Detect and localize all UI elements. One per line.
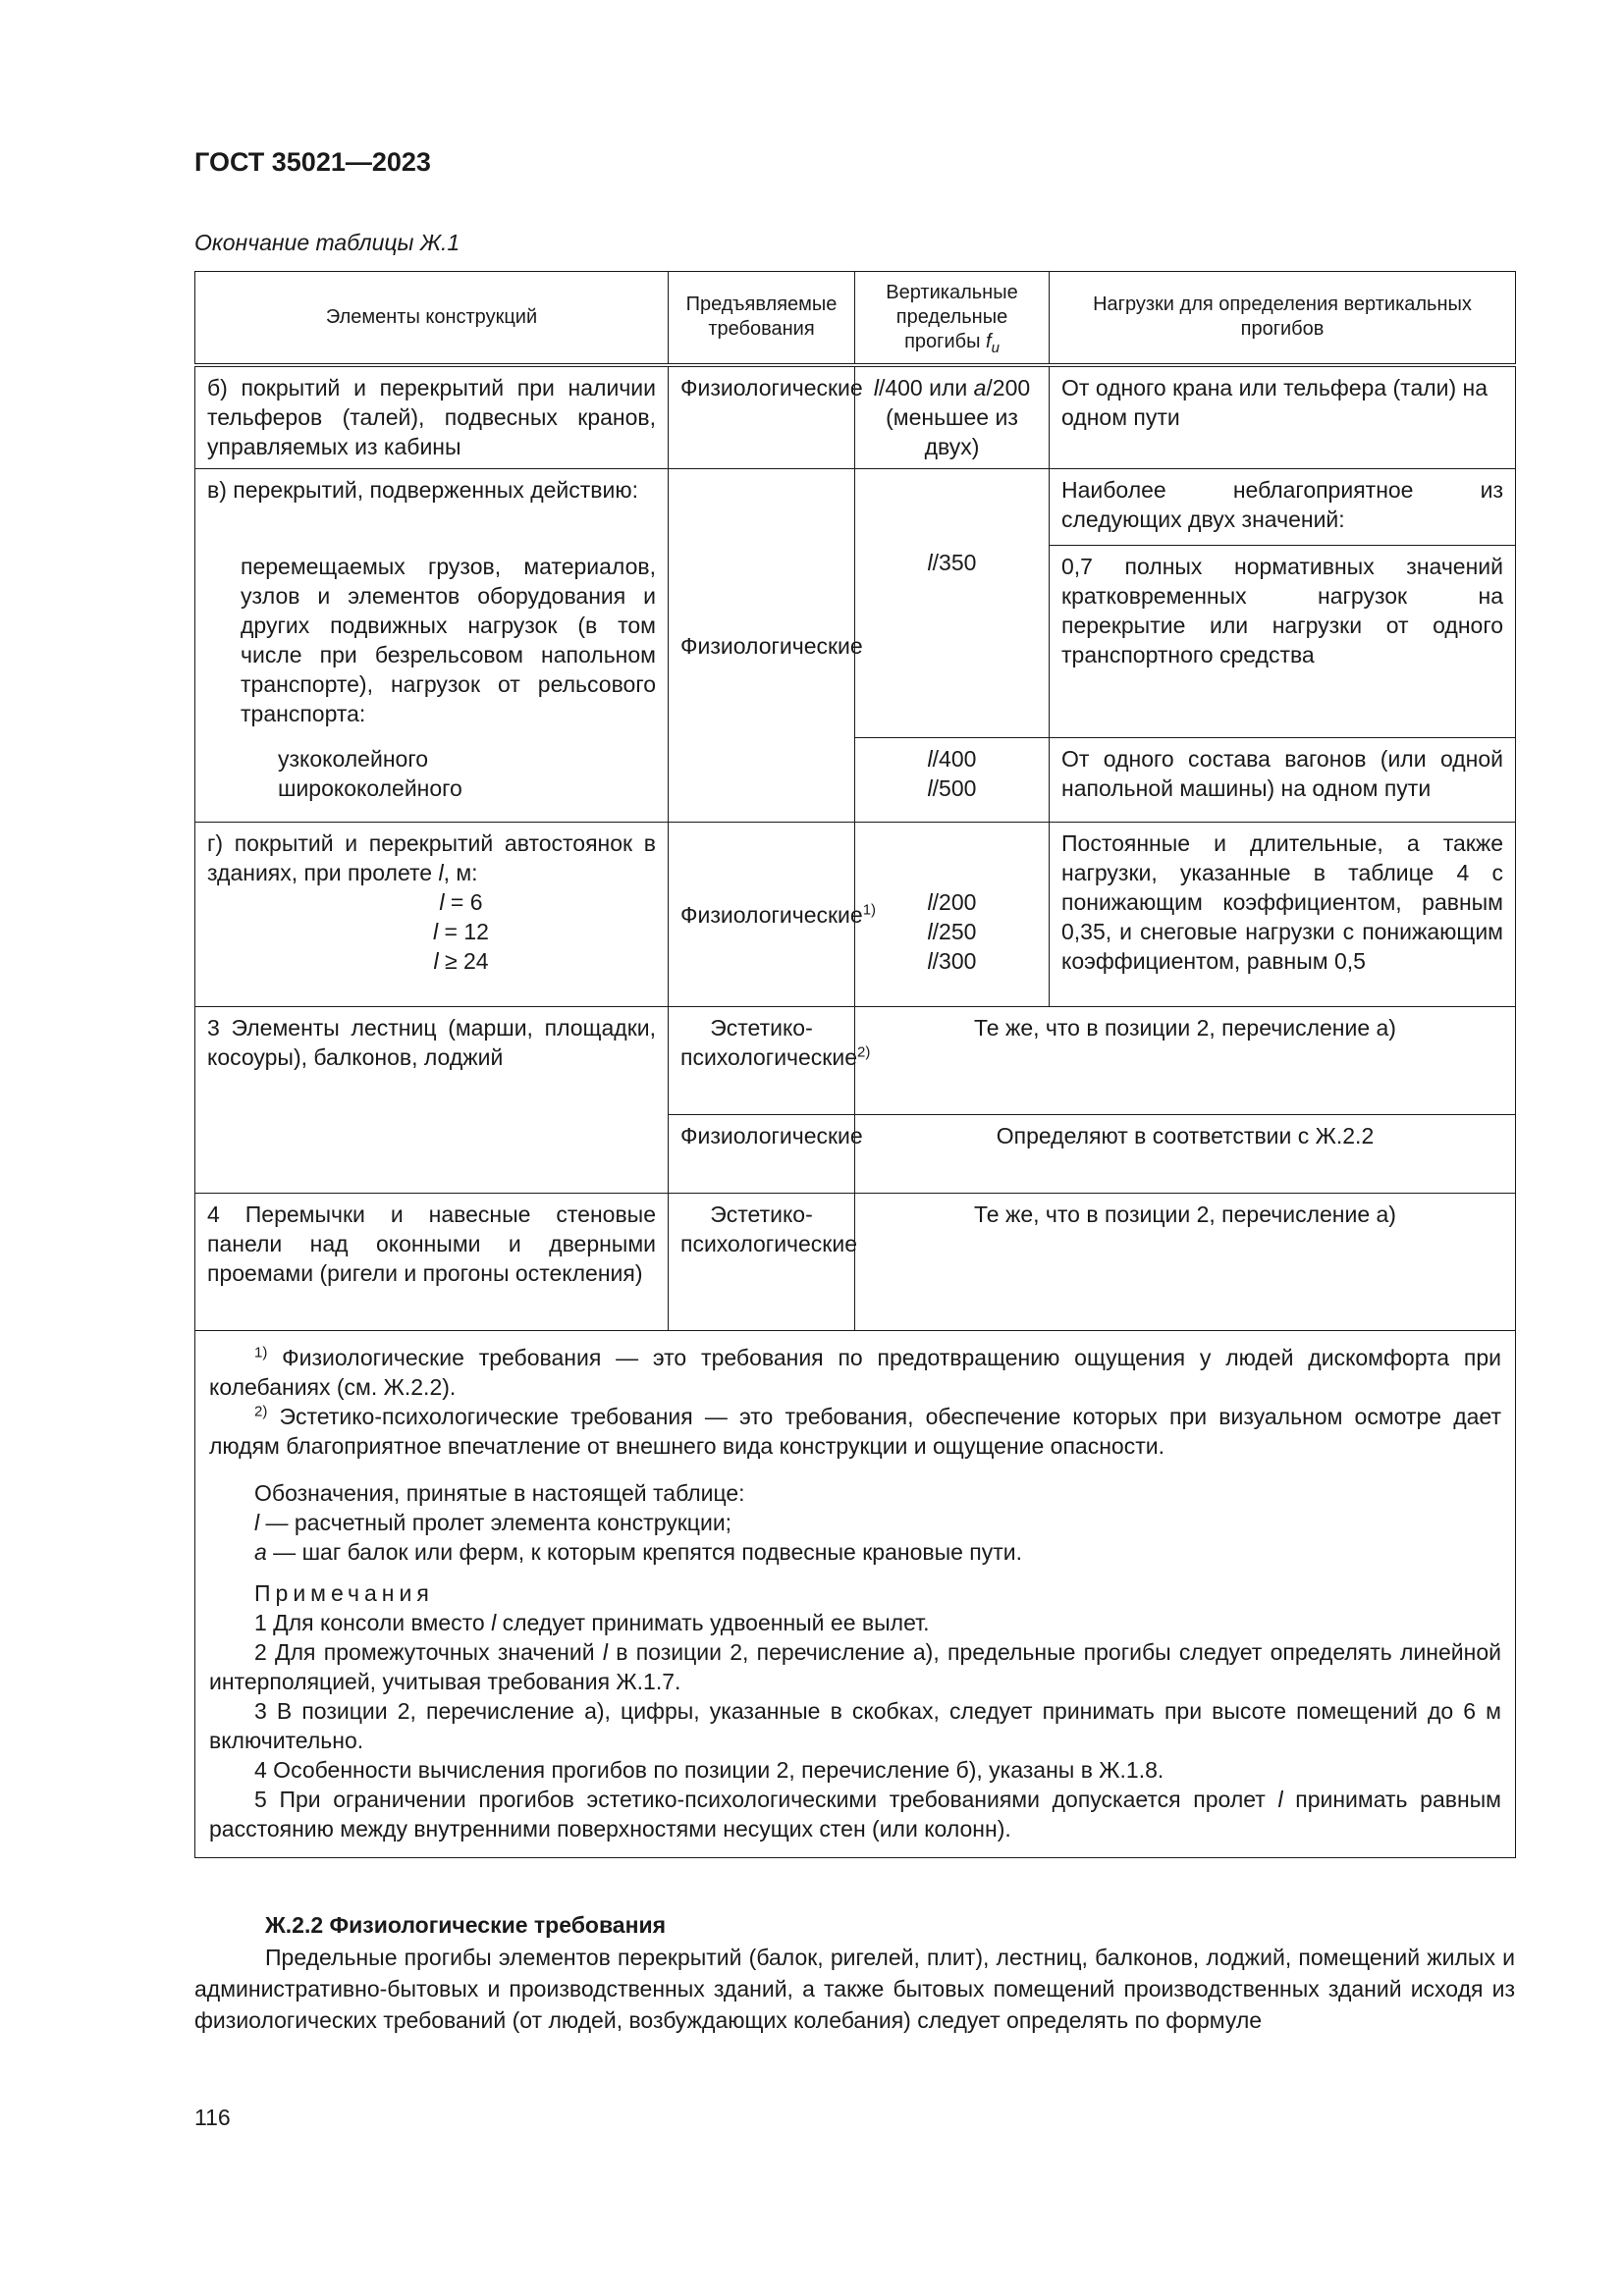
cell-b-requirement: Физиологические [669,365,855,469]
document-code: ГОСТ 35021—2023 [194,147,431,177]
table-row-b [195,365,1516,469]
cell-v-load-1: 0,7 полных нормативных значений кратковременных нагрузок на перекрытие или нагрузки от одного транспортного средства [1050,546,1516,738]
header-requirements: Предъявляемые требования [669,272,855,365]
l-symbol: l [873,374,879,400]
note-4: 4 Особенности вычисления прогибов по позиции 2, перечисление б), указаны в Ж.1.8. [254,1757,1164,1783]
cell-v-item: перемещаемых грузов, материалов, узлов и элементов оборудования и других подвижных нагрузок (в том числе при безрельсовом напольном транспорте), нагрузок от рельсового транспорта: [195,546,669,738]
table-notes [195,1331,1516,1858]
deflection-text: /500 [932,775,977,801]
note-3: 3 В позиции 2, перечисление а), цифры, указанные в скобках, следует принимать при высоте помещений до 6 м включительно. [209,1698,1501,1753]
cell-4-value: Те же, что в позиции 2, перечисление а) [855,1194,1516,1331]
cell-b-element: б) покрытий и перекрытий при наличии тельферов (талей), подвесных кранов, управляемых из кабины [195,365,669,469]
l-symbol: l [927,746,933,772]
cell-v-load-intro: Наиболее неблагоприятное из следующих двух значений: [1050,469,1516,546]
table-row-3a [195,1007,1516,1115]
cell-g-deflection: l/200 l/250 l/300 [855,823,1050,1007]
cell-v-transport [195,738,669,823]
footnote-1: $^{1)}$ Физиологические требования — это требования по предотвращению ощущения у людей дискомфорта при колебаниях (см. Ж.2.2). [209,1344,1501,1400]
table-row-g [195,823,1516,1007]
footnote-ref-2: 2) [857,1043,871,1061]
a-symbol: a [973,374,987,400]
note-5: 5 При ограничении прогибов эстетико-психологическими требованиями допускается пролет l принимать равным расстоянию между внутренними поверхностями несущих стен (или колонн). [209,1787,1501,1842]
cell-g-element [195,823,669,1007]
cell-3-element: 3 Элементы лестниц (марши, площадки, косоуры), балконов, лоджий [195,1007,669,1194]
cell-3-requirement-1: Эстетико-психологические$^{2)}$ [669,1007,855,1115]
cell-4-element: 4 Перемычки и навесные стеновые панели над оконными и дверными проемами (ригели и прогоны остекления) [195,1194,669,1331]
table-notes-row [195,1331,1516,1858]
header-deflections-text: Вертикальные предельные прогибы [886,281,1018,352]
cell-b-deflection [855,365,1050,469]
note-2: 2 Для промежуточных значений l в позиции 2, перечисление а), предельные прогибы следует определять линейной интерполяцией, учитывая требования Ж.1.7. [209,1639,1501,1694]
l-symbol: l [927,550,933,575]
header-f-symbol: f [986,330,992,352]
notes-title: Примечания [254,1580,434,1606]
deflection-text: /200 [986,374,1031,400]
g-span-12: l = 12 [433,919,489,944]
cell-3-value-2: Определяют в соответствии с Ж.2.2 [855,1115,1516,1194]
cell-3-requirement-2: Физиологические [669,1115,855,1194]
symbol-a: a — шаг балок или ферм, к которым крепятся подвесные крановые пути. [254,1539,1023,1565]
g-intro: г) покрытий и перекрытий автостоянок в зданиях, при пролете l, м: [207,830,656,885]
cell-v-deflection-1 [855,469,1050,738]
note-1: 1 Для консоли вместо l следует принимать удвоенный ее вылет. [254,1610,930,1635]
header-loads: Нагрузки для определения вертикальных прогибов [1050,272,1516,365]
broad-gauge: ширококолейного [278,774,462,801]
cell-b-load: От одного крана или тельфера (тали) на одном пути [1050,365,1516,469]
deflection-text: /400 [932,746,977,772]
table-row-4 [195,1194,1516,1331]
section-body [194,1942,1515,2036]
footnote-ref-1: 1) [862,900,877,918]
deflection-table [194,271,1516,1858]
symbol-l: l — расчетный пролет элемента конструкции; [254,1510,732,1535]
cell-v-intro: в) перекрытий, подверженных действию: [195,469,669,546]
header-elements: Элементы конструкций [195,272,669,365]
table-row-v-intro [195,469,1516,546]
cell-v-requirement: Физиологические [669,469,855,823]
section-title: Ж.2.2 Физиологические требования [265,1912,667,1938]
cell-3-value-1: Те же, что в позиции 2, перечисление а) [855,1007,1516,1115]
g-span-24: l ≥ 24 [433,948,489,974]
cell-v-load-2: От одного состава вагонов (или одной напольной машины) на одном пути [1050,738,1516,823]
l-symbol: l [927,775,933,801]
narrow-gauge: узкоколейного [278,745,428,772]
table-row-v-transport [195,738,1516,823]
cell-g-load: Постоянные и длительные, а также нагрузки, указанные в таблице 4 с понижающим коэффициентом, равным 0,35, и снеговые нагрузки с понижающим коэффициентом, равным 0,5 [1050,823,1516,1007]
footnote-2: $^{2)}$ Эстетико-психологические требования — это требования, обеспечение которых при визуальном осмотре дает людям благоприятное впечатление от внешнего вида конструкции и ощущение опасности. [209,1403,1501,1459]
cell-4-requirement: Эстетико-психологические [669,1194,855,1331]
symbols-title: Обозначения, принятые в настоящей таблице: [254,1480,745,1506]
header-deflections [855,272,1050,365]
cell-v-deflection-2 [855,738,1050,823]
g-span-6: l = 6 [439,889,483,915]
table-header-row [195,272,1516,365]
header-u-subscript: u [991,339,1000,356]
table-caption: Окончание таблицы Ж.1 [194,230,460,255]
page-number: 116 [194,2105,231,2130]
cell-g-requirement: Физиологические$^{1)}$ [669,823,855,1007]
deflection-text: /400 или [878,374,974,400]
deflection-text: /350 [932,550,977,575]
section-paragraph: Предельные прогибы элементов перекрытий (балок, ригелей, плит), лестниц, балконов, лоджий, помещений жилых и административно-бытовых и производственных зданий, а также бытовых помещений производственных зданий исходя из физиологических требований (от людей, возбуждающих колебания) следует определять по формуле [194,1945,1515,2033]
deflection-note: (меньшее из двух) [886,403,1018,459]
